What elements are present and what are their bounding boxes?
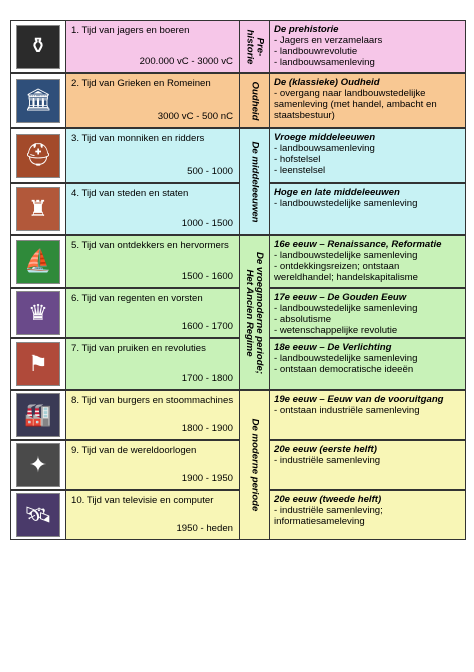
description-line: - landbouwstedelijke samenleving <box>274 250 418 261</box>
era-text: Pre- historie <box>244 29 266 64</box>
description-line: - landbouwstedelijke samenleving <box>274 353 418 364</box>
pot-icon: ⚱ <box>16 25 60 69</box>
description-cell <box>270 73 466 128</box>
description-line: - landbouwstedelijke samenleving <box>274 303 418 314</box>
description-title: De (klassieke) Oudheid <box>274 77 380 88</box>
factory-icon: 🏭 <box>16 393 60 437</box>
description-cell <box>270 183 466 235</box>
description-cell <box>270 128 466 183</box>
period-dates: 3000 vC - 500 nC <box>157 111 233 122</box>
era-text: De vroegmoderne periode; Het Ancien Regime <box>244 251 266 374</box>
table-row <box>10 235 270 288</box>
table-row <box>10 20 270 73</box>
period-title: 1. Tijd van jagers en boeren <box>71 25 190 36</box>
period-cell <box>66 338 240 390</box>
description-title: Hoge en late middeleeuwen <box>274 187 400 198</box>
period-cell <box>66 390 240 440</box>
period-cell <box>66 128 240 183</box>
description-cell <box>270 20 466 73</box>
table-row <box>10 440 270 490</box>
era-text: Oudheid <box>249 81 261 120</box>
description-line: - landbouwsamenleving <box>274 57 375 68</box>
description-line: - ontstaan democratische ideeën <box>274 364 414 375</box>
period-title: 9. Tijd van de wereldoorlogen <box>71 445 197 456</box>
icon-cell <box>10 390 66 440</box>
ship-icon: ⛵ <box>16 240 60 284</box>
period-cell <box>66 490 240 540</box>
period-cell <box>66 20 240 73</box>
description-line: - hofstelsel <box>274 154 321 165</box>
period-title: 3. Tijd van monniken en ridders <box>71 133 205 144</box>
period-dates: 200.000 vC - 3000 vC <box>139 56 233 67</box>
table-row <box>10 490 270 540</box>
description-title: 16e eeuw – Renaissance, Reformatie <box>274 239 442 250</box>
era-label <box>240 20 270 73</box>
table-row <box>10 128 270 183</box>
tank-icon: ✦ <box>16 443 60 487</box>
description-cell <box>270 390 466 440</box>
icon-cell <box>10 128 66 183</box>
description-line: - leenstelsel <box>274 165 326 176</box>
satellite-icon: 🛰 <box>16 493 60 537</box>
description-line: - industriële samenleving <box>274 455 381 466</box>
era-label <box>240 128 270 235</box>
period-cell <box>66 288 240 338</box>
icon-cell <box>10 183 66 235</box>
description-title: Vroege middeleeuwen <box>274 132 376 143</box>
table-row <box>10 73 270 128</box>
era-label <box>240 390 270 540</box>
icon-cell <box>10 440 66 490</box>
description-cell <box>270 338 466 390</box>
description-line: - ontdekkingsreizen; ontstaan wereldhandel; handelskapitalisme <box>274 261 418 283</box>
icon-cell <box>10 20 66 73</box>
table-row <box>10 288 270 338</box>
era-label <box>240 73 270 128</box>
period-dates: 1500 - 1600 <box>181 271 233 282</box>
timeline-table <box>10 20 466 540</box>
description-cell <box>270 490 466 540</box>
era-text: De moderne periode <box>249 418 261 512</box>
icon-cell <box>10 338 66 390</box>
description-title: 20e eeuw (eerste helft) <box>274 444 377 455</box>
period-cell <box>66 235 240 288</box>
description-line: - ontstaan industriële samenleving <box>274 405 420 416</box>
description-cell <box>270 235 466 288</box>
era-text: De middeleeuwen <box>249 140 261 223</box>
period-dates: 1950 - heden <box>176 523 233 534</box>
description-line: - industriële samenleving; informatiesameleving <box>274 505 383 527</box>
description-line: - wetenschappelijke revolutie <box>274 325 398 336</box>
description-title: 18e eeuw – De Verlichting <box>274 342 392 353</box>
period-cell <box>66 73 240 128</box>
period-dates: 1000 - 1500 <box>181 218 233 229</box>
description-line: - landbouwsamenleving <box>274 143 375 154</box>
description-title: 17e eeuw – De Gouden Eeuw <box>274 292 407 303</box>
period-title: 6. Tijd van regenten en vorsten <box>71 293 203 304</box>
description-line: - Jagers en verzamelaars <box>274 35 383 46</box>
period-title: 2. Tijd van Grieken en Romeinen <box>71 78 211 89</box>
icon-cell <box>10 235 66 288</box>
period-title: 10. Tijd van televisie en computer <box>71 495 214 506</box>
era-label <box>240 235 270 390</box>
icon-cell <box>10 288 66 338</box>
period-cell <box>66 440 240 490</box>
description-cell <box>270 288 466 338</box>
icon-cell <box>10 73 66 128</box>
period-title: 5. Tijd van ontdekkers en hervormers <box>71 240 229 251</box>
description-title: 20e eeuw (tweede helft) <box>274 494 382 505</box>
description-cell <box>270 440 466 490</box>
description-line: - landbouwstedelijke samenleving <box>274 198 418 209</box>
table-row <box>10 183 270 235</box>
period-dates: 1800 - 1900 <box>181 423 233 434</box>
description-title: De prehistorie <box>274 24 339 35</box>
period-title: 4. Tijd van steden en staten <box>71 188 189 199</box>
crown-icon: ♛ <box>16 291 60 335</box>
table-row <box>10 338 270 390</box>
temple-icon: 🏛 <box>16 79 60 123</box>
description-line: - landbouwrevolutie <box>274 46 358 57</box>
revolution-icon: ⚑ <box>16 342 60 386</box>
period-dates: 1900 - 1950 <box>181 473 233 484</box>
period-dates: 1600 - 1700 <box>181 321 233 332</box>
table-row <box>10 390 270 440</box>
period-title: 8. Tijd van burgers en stoommachines <box>71 395 234 406</box>
period-dates: 500 - 1000 <box>187 166 233 177</box>
description-line: - absolutisme <box>274 314 332 325</box>
period-dates: 1700 - 1800 <box>181 373 233 384</box>
period-title: 7. Tijd van pruiken en revoluties <box>71 343 206 354</box>
description-line: - overgang naar landbouwstedelijke samenleving (met handel, ambacht en staatsbestuur) <box>274 88 437 121</box>
icon-cell <box>10 490 66 540</box>
description-title: 19e eeuw – Eeuw van de vooruitgang <box>274 394 444 405</box>
period-cell <box>66 183 240 235</box>
helmet-icon: ⛑ <box>16 134 60 178</box>
castle-icon: ♜ <box>16 187 60 231</box>
